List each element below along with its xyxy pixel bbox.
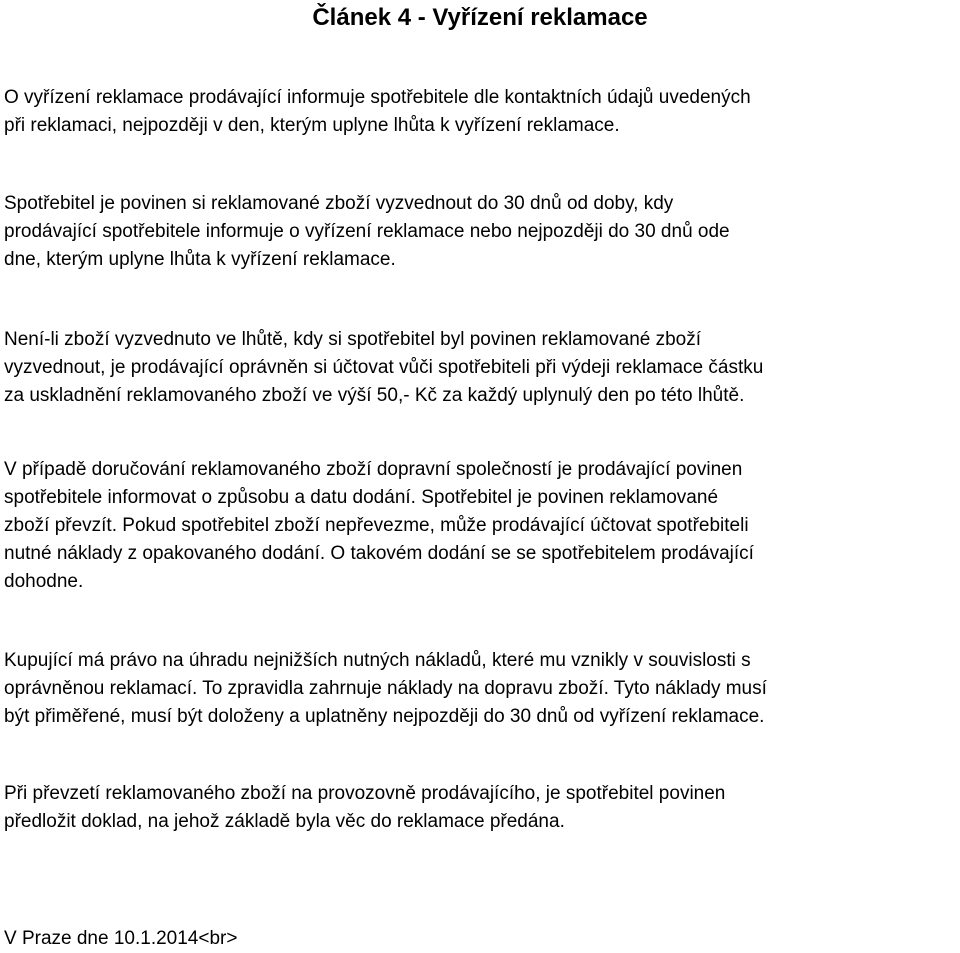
paragraph-cost-reimbursement xyxy=(4,647,954,731)
paragraph-line: předložit doklad, na jehož základě byla věc do reklamace předána. xyxy=(4,811,565,832)
paragraph-line: V případě doručování reklamovaného zboží dopravní společností je prodávající povinen xyxy=(4,459,743,480)
paragraph-carrier-delivery xyxy=(4,456,954,596)
paragraph-line: O vyřízení reklamace prodávající informuje spotřebitele dle kontaktních údajů uvedených xyxy=(4,87,751,108)
paragraph-line: spotřebitele informovat o způsobu a datu dodání. Spotřebitel je povinen reklamované xyxy=(4,487,719,508)
paragraph-store-pickup xyxy=(4,780,954,836)
paragraph-resolution-notice xyxy=(4,84,954,140)
paragraph-line: Při převzetí reklamovaného zboží na provozovně prodávajícího, je spotřebitel povinen xyxy=(4,783,726,804)
paragraph-line: za uskladnění reklamovaného zboží ve výší 50,- Kč za každý uplynulý den po této lhůtě. xyxy=(4,385,745,406)
paragraph-line: Není-li zboží vyzvednuto ve lhůtě, kdy si spotřebitel byl povinen reklamované zboží xyxy=(4,329,702,350)
article-title: Článek 4 - Vyřízení reklamace xyxy=(312,4,648,31)
paragraph-line: být přiměřené, musí být doloženy a uplatněny nejpozději do 30 dnů od vyřízení reklamace. xyxy=(4,706,765,727)
paragraph-line: nutné náklady z opakovaného dodání. O takovém dodání se se spotřebitelem prodávající xyxy=(4,543,754,564)
paragraph-line: dohodne. xyxy=(4,571,84,592)
paragraph-storage-fee xyxy=(4,326,954,410)
paragraph-line: dne, kterým uplyne lhůta k vyřízení reklamace. xyxy=(4,249,396,270)
paragraph-pickup-deadline xyxy=(4,190,954,274)
paragraph-line: vyzvednout, je prodávající oprávněn si účtovat vůči spotřebiteli při výdeji reklamace částku xyxy=(4,357,764,378)
paragraph-line: zboží převzít. Pokud spotřebitel zboží nepřevezme, může prodávající účtovat spotřebiteli xyxy=(4,515,749,536)
paragraph-line: oprávněnou reklamací. To zpravidla zahrnuje náklady na dopravu zboží. Tyto náklady musí xyxy=(4,678,767,699)
paragraph-line: Kupující má právo na úhradu nejnižších nutných nákladů, které mu vznikly v souvislosti s xyxy=(4,650,751,671)
paragraph-line: V Praze dne 10.1.2014<br> xyxy=(4,928,238,949)
paragraph-line: při reklamaci, nejpozději v den, kterým uplyne lhůta k vyřízení reklamace. xyxy=(4,115,620,136)
paragraph-line: Spotřebitel je povinen si reklamované zboží vyzvednout do 30 dnů od doby, kdy xyxy=(4,193,674,214)
paragraph-line: prodávající spotřebitele informuje o vyřízení reklamace nebo nejpozději do 30 dnů ode xyxy=(4,221,730,242)
